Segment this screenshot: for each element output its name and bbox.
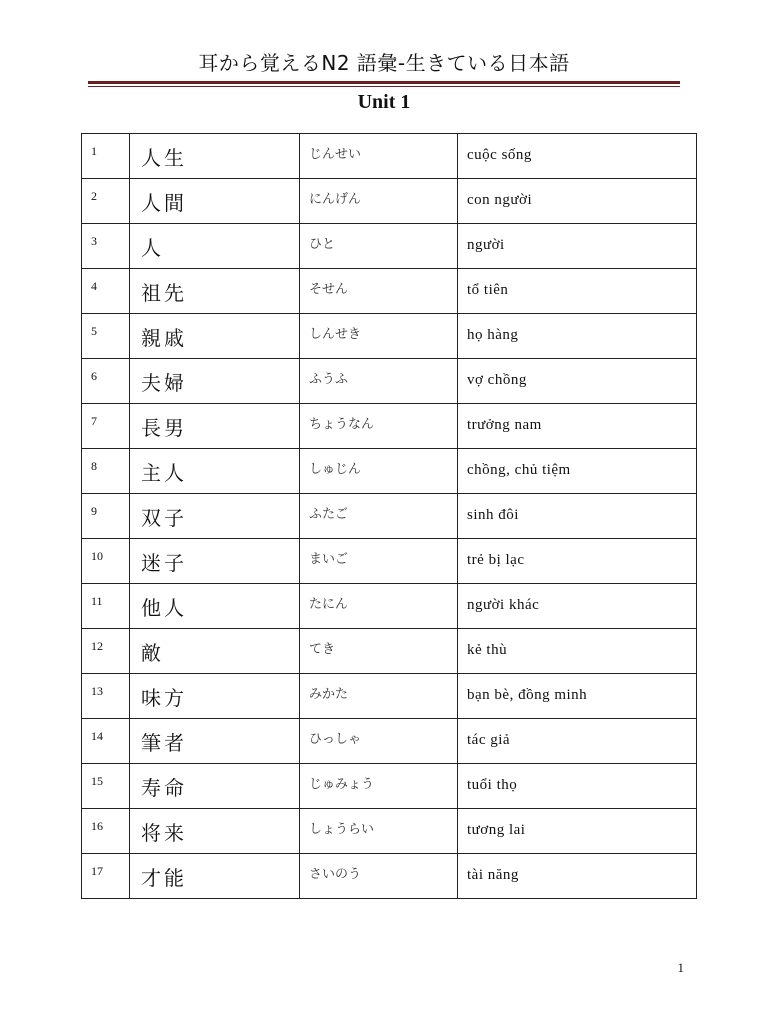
entry-reading-cell: [300, 359, 458, 404]
entry-kanji: 敵: [141, 641, 164, 665]
entry-kanji: 長男: [141, 416, 187, 440]
document-title: 耳から覚えるN2 語彙-生きている日本語: [198, 51, 570, 75]
entry-reading-cell: [300, 314, 458, 359]
entry-kanji-cell: [130, 449, 300, 494]
entry-number: 9: [91, 504, 97, 518]
entry-kanji: 祖先: [141, 281, 187, 305]
entry-meaning-cell: [458, 629, 697, 674]
entry-meaning-cell: [458, 269, 697, 314]
entry-kanji: 寿命: [141, 776, 187, 800]
vocabulary-table-body: [82, 134, 697, 899]
entry-number-cell: [82, 134, 130, 179]
entry-meaning-cell: [458, 179, 697, 224]
table-row: [82, 494, 697, 539]
entry-number-cell: [82, 494, 130, 539]
entry-kanji-cell: [130, 539, 300, 584]
entry-reading: にんげん: [309, 192, 362, 207]
table-row: [82, 629, 697, 674]
entry-number-cell: [82, 179, 130, 224]
entry-number-cell: [82, 539, 130, 584]
entry-reading: じゅみょう: [309, 777, 375, 792]
table-row: [82, 764, 697, 809]
entry-reading-cell: [300, 719, 458, 764]
entry-kanji: 筆者: [141, 731, 187, 755]
table-row: [82, 179, 697, 224]
entry-reading-cell: [300, 404, 458, 449]
entry-meaning-cell: [458, 854, 697, 899]
entry-kanji-cell: [130, 134, 300, 179]
entry-reading: じんせい: [309, 147, 362, 162]
entry-meaning-cell: [458, 359, 697, 404]
entry-reading-cell: [300, 809, 458, 854]
table-row: [82, 719, 697, 764]
entry-meaning-cell: [458, 584, 697, 629]
entry-reading-cell: [300, 269, 458, 314]
table-row: [82, 314, 697, 359]
entry-reading: ひと: [309, 237, 336, 252]
entry-meaning: kẻ thù: [467, 642, 508, 658]
entry-kanji-cell: [130, 359, 300, 404]
entry-meaning-cell: [458, 449, 697, 494]
entry-number: 12: [91, 639, 103, 653]
title-divider-thin: [88, 86, 680, 87]
entry-number: 17: [91, 864, 103, 878]
entry-meaning: họ hàng: [467, 327, 519, 343]
entry-reading: しゅじん: [309, 462, 362, 477]
entry-meaning: con người: [467, 192, 533, 208]
entry-kanji: 味方: [141, 686, 187, 710]
entry-meaning: trẻ bị lạc: [467, 552, 525, 568]
entry-number-cell: [82, 854, 130, 899]
entry-reading-cell: [300, 224, 458, 269]
entry-number: 6: [91, 369, 97, 383]
unit-heading: Unit 1: [357, 91, 411, 113]
entry-kanji-cell: [130, 179, 300, 224]
table-row: [82, 404, 697, 449]
entry-reading: さいのう: [309, 867, 362, 882]
entry-reading-cell: [300, 179, 458, 224]
entry-meaning: tác giả: [467, 732, 511, 748]
entry-kanji: 主人: [141, 461, 187, 485]
entry-number-cell: [82, 224, 130, 269]
entry-meaning-cell: [458, 539, 697, 584]
entry-reading-cell: [300, 584, 458, 629]
entry-number-cell: [82, 764, 130, 809]
entry-meaning-cell: [458, 224, 697, 269]
entry-kanji: 他人: [141, 596, 187, 620]
entry-kanji-cell: [130, 854, 300, 899]
entry-kanji-cell: [130, 764, 300, 809]
entry-meaning-cell: [458, 674, 697, 719]
entry-number-cell: [82, 629, 130, 674]
entry-number-cell: [82, 314, 130, 359]
entry-number: 3: [91, 234, 97, 248]
entry-number-cell: [82, 449, 130, 494]
entry-reading-cell: [300, 134, 458, 179]
entry-reading-cell: [300, 449, 458, 494]
entry-meaning: tương lai: [467, 822, 526, 838]
entry-number: 15: [91, 774, 103, 788]
entry-reading: しんせき: [309, 327, 362, 342]
entry-number: 11: [91, 594, 103, 608]
entry-meaning: tuổi thọ: [467, 777, 518, 793]
entry-number: 5: [91, 324, 97, 338]
entry-kanji: 人間: [141, 191, 187, 215]
entry-reading: てき: [309, 642, 336, 657]
entry-kanji: 迷子: [141, 551, 187, 575]
page-number: 1: [677, 960, 684, 975]
entry-meaning-cell: [458, 494, 697, 539]
table-row: [82, 359, 697, 404]
entry-reading: みかた: [309, 687, 349, 702]
entry-kanji-cell: [130, 674, 300, 719]
entry-meaning: người khác: [467, 597, 540, 613]
entry-meaning-cell: [458, 134, 697, 179]
entry-kanji-cell: [130, 584, 300, 629]
entry-reading-cell: [300, 539, 458, 584]
entry-meaning-cell: [458, 314, 697, 359]
entry-number: 4: [91, 279, 97, 293]
entry-kanji-cell: [130, 719, 300, 764]
vocabulary-table: [81, 133, 697, 899]
entry-reading: ちょうなん: [309, 417, 375, 432]
entry-reading: しょうらい: [309, 822, 375, 837]
entry-meaning: người: [467, 237, 505, 253]
entry-meaning-cell: [458, 809, 697, 854]
entry-number: 13: [91, 684, 103, 698]
entry-kanji-cell: [130, 809, 300, 854]
entry-reading-cell: [300, 764, 458, 809]
entry-meaning: sinh đôi: [467, 507, 519, 523]
entry-meaning: tổ tiên: [467, 282, 509, 298]
entry-kanji: 将来: [141, 821, 187, 845]
entry-reading: まいご: [309, 552, 349, 567]
entry-kanji: 夫婦: [141, 371, 187, 395]
entry-reading: そせん: [309, 282, 349, 297]
table-row: [82, 809, 697, 854]
entry-number: 2: [91, 189, 97, 203]
entry-meaning: trưởng nam: [467, 417, 542, 433]
entry-meaning-cell: [458, 764, 697, 809]
entry-reading-cell: [300, 494, 458, 539]
table-row: [82, 584, 697, 629]
entry-kanji: 双子: [141, 506, 187, 530]
entry-number: 10: [91, 549, 103, 563]
entry-meaning-cell: [458, 719, 697, 764]
entry-kanji: 親戚: [141, 326, 187, 350]
entry-number-cell: [82, 809, 130, 854]
table-row: [82, 224, 697, 269]
entry-kanji: 人: [141, 236, 164, 260]
entry-meaning: cuộc sống: [467, 147, 532, 163]
table-row: [82, 269, 697, 314]
entry-kanji: 才能: [141, 866, 187, 890]
entry-reading: ふうふ: [309, 372, 349, 387]
entry-number: 7: [91, 414, 97, 428]
entry-kanji: 人生: [141, 146, 187, 170]
entry-number-cell: [82, 359, 130, 404]
entry-kanji-cell: [130, 269, 300, 314]
entry-number: 8: [91, 459, 97, 473]
entry-reading-cell: [300, 629, 458, 674]
table-row: [82, 674, 697, 719]
entry-number-cell: [82, 269, 130, 314]
entry-number-cell: [82, 674, 130, 719]
entry-meaning: bạn bè, đồng minh: [467, 687, 588, 703]
entry-meaning-cell: [458, 404, 697, 449]
entry-number: 14: [91, 729, 103, 743]
entry-number-cell: [82, 584, 130, 629]
entry-reading: たにん: [309, 597, 349, 612]
table-row: [82, 854, 697, 899]
entry-reading: ふたご: [309, 507, 349, 522]
entry-kanji-cell: [130, 224, 300, 269]
entry-kanji-cell: [130, 629, 300, 674]
entry-kanji-cell: [130, 404, 300, 449]
entry-meaning: vợ chồng: [467, 372, 527, 388]
entry-number-cell: [82, 719, 130, 764]
entry-kanji-cell: [130, 314, 300, 359]
entry-meaning: tài năng: [467, 867, 519, 883]
entry-kanji-cell: [130, 494, 300, 539]
table-row: [82, 539, 697, 584]
entry-meaning: chồng, chủ tiệm: [467, 462, 571, 478]
title-divider-thick: [88, 81, 680, 84]
entry-reading-cell: [300, 854, 458, 899]
table-row: [82, 134, 697, 179]
entry-number: 1: [91, 144, 97, 158]
table-row: [82, 449, 697, 494]
entry-reading-cell: [300, 674, 458, 719]
entry-reading: ひっしゃ: [309, 732, 362, 747]
entry-number-cell: [82, 404, 130, 449]
entry-number: 16: [91, 819, 103, 833]
